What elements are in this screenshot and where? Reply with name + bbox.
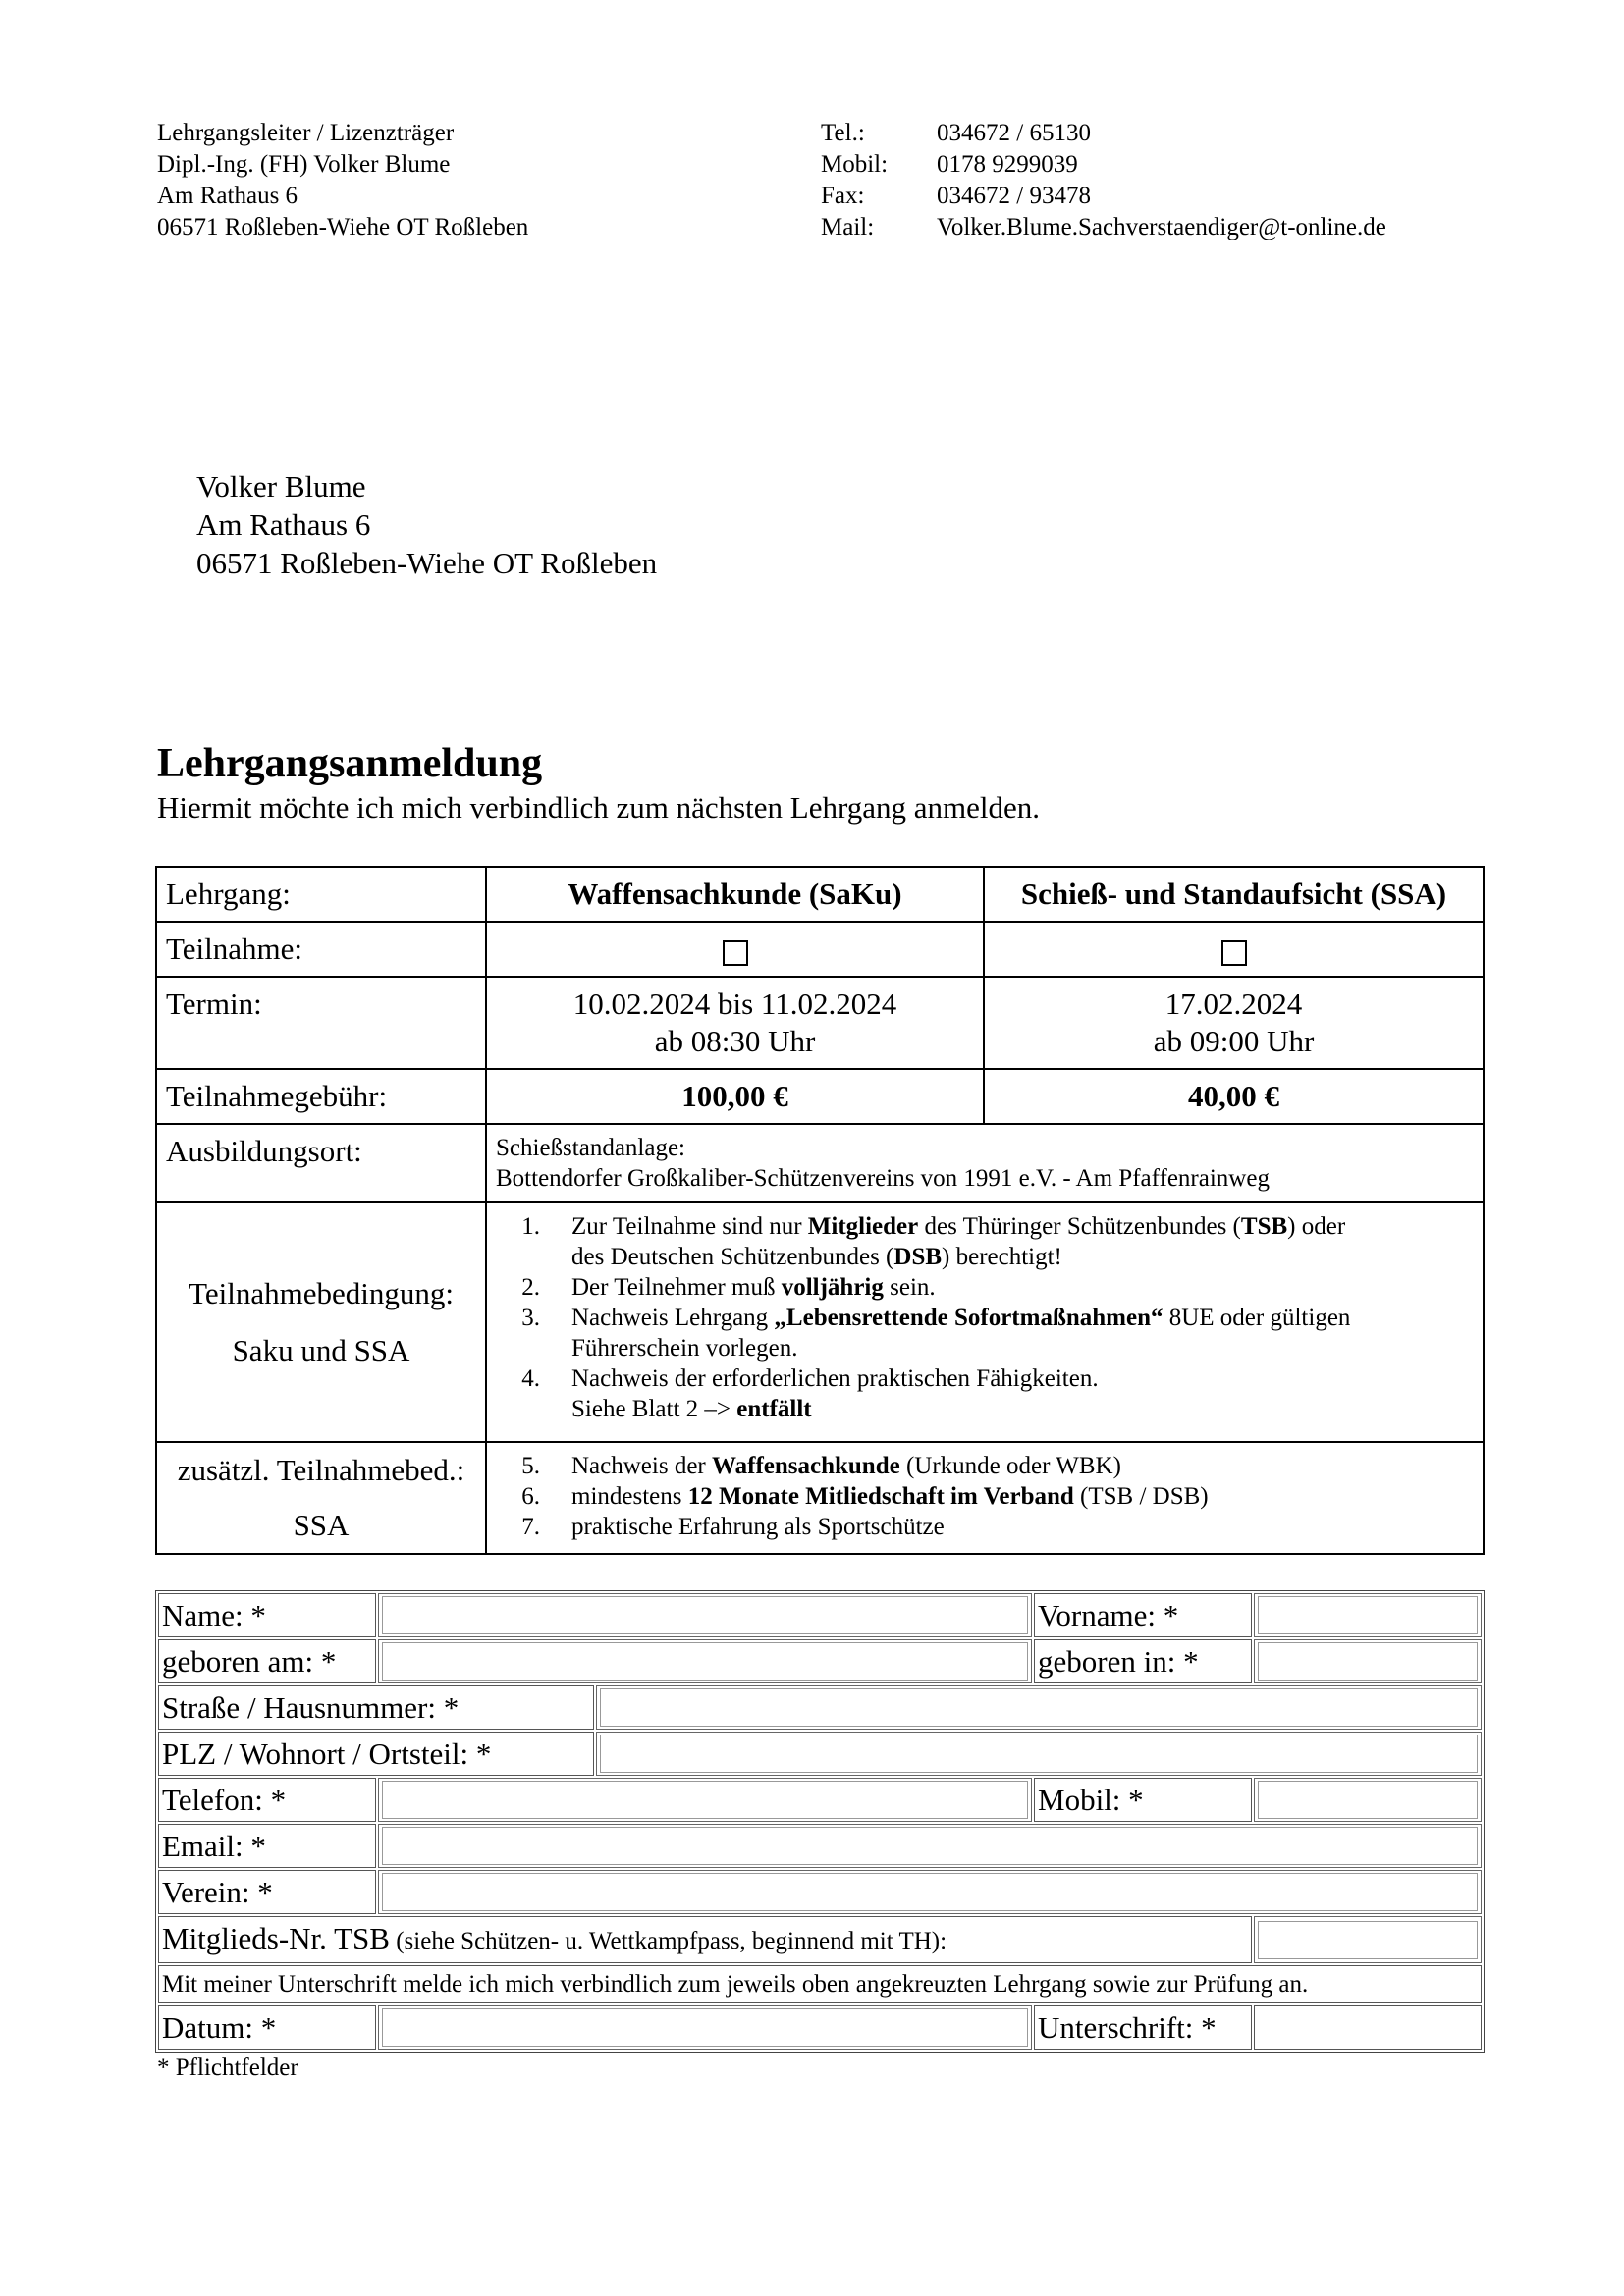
condition-item: 5. Nachweis der Waffensachkunde (Urkunde oder WBK) xyxy=(521,1453,1121,1479)
name-label: Name: * xyxy=(158,1593,376,1637)
condition-item: 3. Nachweis Lehrgang „Lebensrettende Sofortmaßnahmen“ 8UE oder gültigen Führerschein vorlegen. xyxy=(521,1305,1351,1362)
termin-ssa-date: 17.02.2024 xyxy=(1164,987,1303,1021)
termin-saku-time: ab 08:30 Uhr xyxy=(654,1024,816,1058)
strasse-label: Straße / Hausnummer: * xyxy=(158,1685,594,1730)
mitglied-field[interactable] xyxy=(1254,1916,1482,1963)
termin-ssa-time: ab 09:00 Uhr xyxy=(1153,1024,1315,1058)
strasse-field[interactable] xyxy=(596,1685,1482,1730)
ort-value xyxy=(486,1124,1484,1202)
email-label: Email: * xyxy=(158,1824,376,1868)
course-row-lehrgang xyxy=(156,867,1484,922)
geboren-am-field[interactable] xyxy=(378,1639,1032,1683)
verein-field[interactable] xyxy=(378,1870,1482,1914)
plz-field[interactable] xyxy=(596,1732,1482,1776)
contact-value: Volker.Blume.Sachverstaendiger@t-online.de xyxy=(937,214,1386,240)
email-field[interactable] xyxy=(378,1824,1482,1868)
contact-row-fax xyxy=(821,181,1386,212)
course-row-extra-conditions xyxy=(156,1442,1484,1554)
recipient-line: Volker Blume xyxy=(196,469,366,504)
course-saku-title: Waffensachkunde (SaKu) xyxy=(486,867,984,922)
saku-checkbox[interactable] xyxy=(723,940,748,966)
datum-field[interactable] xyxy=(378,2005,1032,2050)
form-row-signature xyxy=(158,2005,1482,2050)
cond-label xyxy=(156,1202,486,1442)
condition-item: 1. Zur Teilnahme sind nur Mitglieder des Thüringer Schützenbundes (TSB) oder des Deutschen Schützenbundes (DSB) berechtigt! xyxy=(521,1213,1346,1270)
form-row-statement xyxy=(158,1965,1482,2003)
sender-line: Am Rathaus 6 xyxy=(157,183,298,209)
mobil-label: Mobil: * xyxy=(1034,1778,1252,1822)
contact-label: Fax: xyxy=(821,183,865,209)
geboren-in-label: geboren in: * xyxy=(1034,1639,1252,1683)
contact-value: 034672 / 65130 xyxy=(937,120,1091,146)
teilnahme-label: Teilnahme: xyxy=(156,922,486,977)
termin-ssa xyxy=(984,977,1484,1069)
geboren-in-field[interactable] xyxy=(1254,1639,1482,1683)
lehrgang-label: Lehrgang: xyxy=(156,867,486,922)
conditions-list xyxy=(486,1202,1484,1442)
unterschrift-label: Unterschrift: * xyxy=(1034,2005,1252,2050)
form-row-email xyxy=(158,1824,1482,1868)
contact-value: 034672 / 93478 xyxy=(937,183,1091,209)
form-row-plz xyxy=(158,1732,1482,1776)
cond-label-line: Saku und SSA xyxy=(232,1333,410,1367)
course-row-teilnahme xyxy=(156,922,1484,977)
contact-block xyxy=(821,118,1386,243)
condition-item: 2. Der Teilnehmer muß volljährig sein. xyxy=(521,1274,936,1301)
course-row-fee xyxy=(156,1069,1484,1124)
form-row-phone xyxy=(158,1778,1482,1822)
course-ssa-title: Schieß- und Standaufsicht (SSA) xyxy=(984,867,1484,922)
sender-line: Lehrgangsleiter / Lizenzträger xyxy=(157,120,455,146)
condition-item: 4. Nachweis der erforderlichen praktischen Fähigkeiten. Siehe Blatt 2 –> entfällt xyxy=(521,1365,1099,1422)
contact-label: Mobil: xyxy=(821,151,889,178)
condition-item: 6. mindestens 12 Monate Mitliedschaft im Verband (TSB / DSB) xyxy=(521,1483,1209,1510)
teilnahme-saku-cell xyxy=(486,922,984,977)
contact-label: Tel.: xyxy=(821,120,865,146)
form-row-name xyxy=(158,1593,1482,1637)
ort-label: Ausbildungsort: xyxy=(156,1124,486,1202)
telefon-field[interactable] xyxy=(378,1778,1032,1822)
intro-text: Hiermit möchte ich mich verbindlich zum nächsten Lehrgang anmelden. xyxy=(157,790,1040,825)
recipient-line: Am Rathaus 6 xyxy=(196,507,371,542)
course-row-ort xyxy=(156,1124,1484,1202)
unterschrift-field[interactable] xyxy=(1254,2005,1482,2050)
vorname-label: Vorname: * xyxy=(1034,1593,1252,1637)
recipient-address xyxy=(196,467,657,582)
telefon-label: Telefon: * xyxy=(158,1778,376,1822)
required-note: * Pflichtfelder xyxy=(157,2055,298,2081)
form-row-mitglied xyxy=(158,1916,1482,1963)
ort-line: Schießstandanlage: xyxy=(496,1135,685,1161)
mitglied-label: Mitglieds-Nr. TSB (siehe Schützen- u. Wettkampfpass, beginnend mit TH): xyxy=(158,1916,1252,1963)
cond-extra-label xyxy=(156,1442,486,1554)
plz-label: PLZ / Wohnort / Ortsteil: * xyxy=(158,1732,594,1776)
contact-value: 0178 9299039 xyxy=(937,151,1078,178)
form-row-birth xyxy=(158,1639,1482,1683)
verein-label: Verein: * xyxy=(158,1870,376,1914)
geboren-am-label: geboren am: * xyxy=(158,1639,376,1683)
extra-conditions-list xyxy=(486,1442,1484,1554)
sender-line: 06571 Roßleben-Wiehe OT Roßleben xyxy=(157,214,529,240)
ssa-checkbox[interactable] xyxy=(1221,940,1247,966)
cond-extra-label-line: zusätzl. Teilnahmebed.: xyxy=(177,1453,465,1487)
cond-label-line: Teilnahmebedingung: xyxy=(189,1276,454,1310)
mobil-field[interactable] xyxy=(1254,1778,1482,1822)
fee-ssa: 40,00 € xyxy=(984,1069,1484,1124)
name-field[interactable] xyxy=(378,1593,1032,1637)
cond-extra-label-line: SSA xyxy=(293,1508,350,1542)
course-row-conditions xyxy=(156,1202,1484,1442)
page-title: Lehrgangsanmeldung xyxy=(157,741,543,786)
consent-statement: Mit meiner Unterschrift melde ich mich verbindlich zum jeweils oben angekreuzten Lehrgang sowie zur Prüfung an. xyxy=(158,1965,1482,2003)
course-row-termin xyxy=(156,977,1484,1069)
termin-saku-date: 10.02.2024 bis 11.02.2024 xyxy=(572,987,897,1021)
datum-label: Datum: * xyxy=(158,2005,376,2050)
form-row-street xyxy=(158,1685,1482,1730)
condition-item: 7. praktische Erfahrung als Sportschütze xyxy=(521,1514,945,1540)
fee-saku: 100,00 € xyxy=(486,1069,984,1124)
recipient-line: 06571 Roßleben-Wiehe OT Roßleben xyxy=(196,546,658,580)
fee-label: Teilnahmegebühr: xyxy=(156,1069,486,1124)
form-row-verein xyxy=(158,1870,1482,1914)
contact-row-mail xyxy=(821,212,1386,243)
ort-line: Bottendorfer Großkaliber-Schützenvereins von 1991 e.V. - Am Pfaffenrainweg xyxy=(496,1165,1270,1192)
termin-saku xyxy=(486,977,984,1069)
course-table xyxy=(155,866,1485,1555)
contact-row-tel xyxy=(821,118,1386,149)
sender-line: Dipl.-Ing. (FH) Volker Blume xyxy=(157,151,451,178)
teilnahme-ssa-cell xyxy=(984,922,1484,977)
contact-label: Mail: xyxy=(821,214,875,240)
termin-label: Termin: xyxy=(156,977,486,1069)
vorname-field[interactable] xyxy=(1254,1593,1482,1637)
registration-form xyxy=(155,1590,1485,2053)
contact-row-mobil xyxy=(821,149,1386,181)
sender-block xyxy=(157,118,528,243)
